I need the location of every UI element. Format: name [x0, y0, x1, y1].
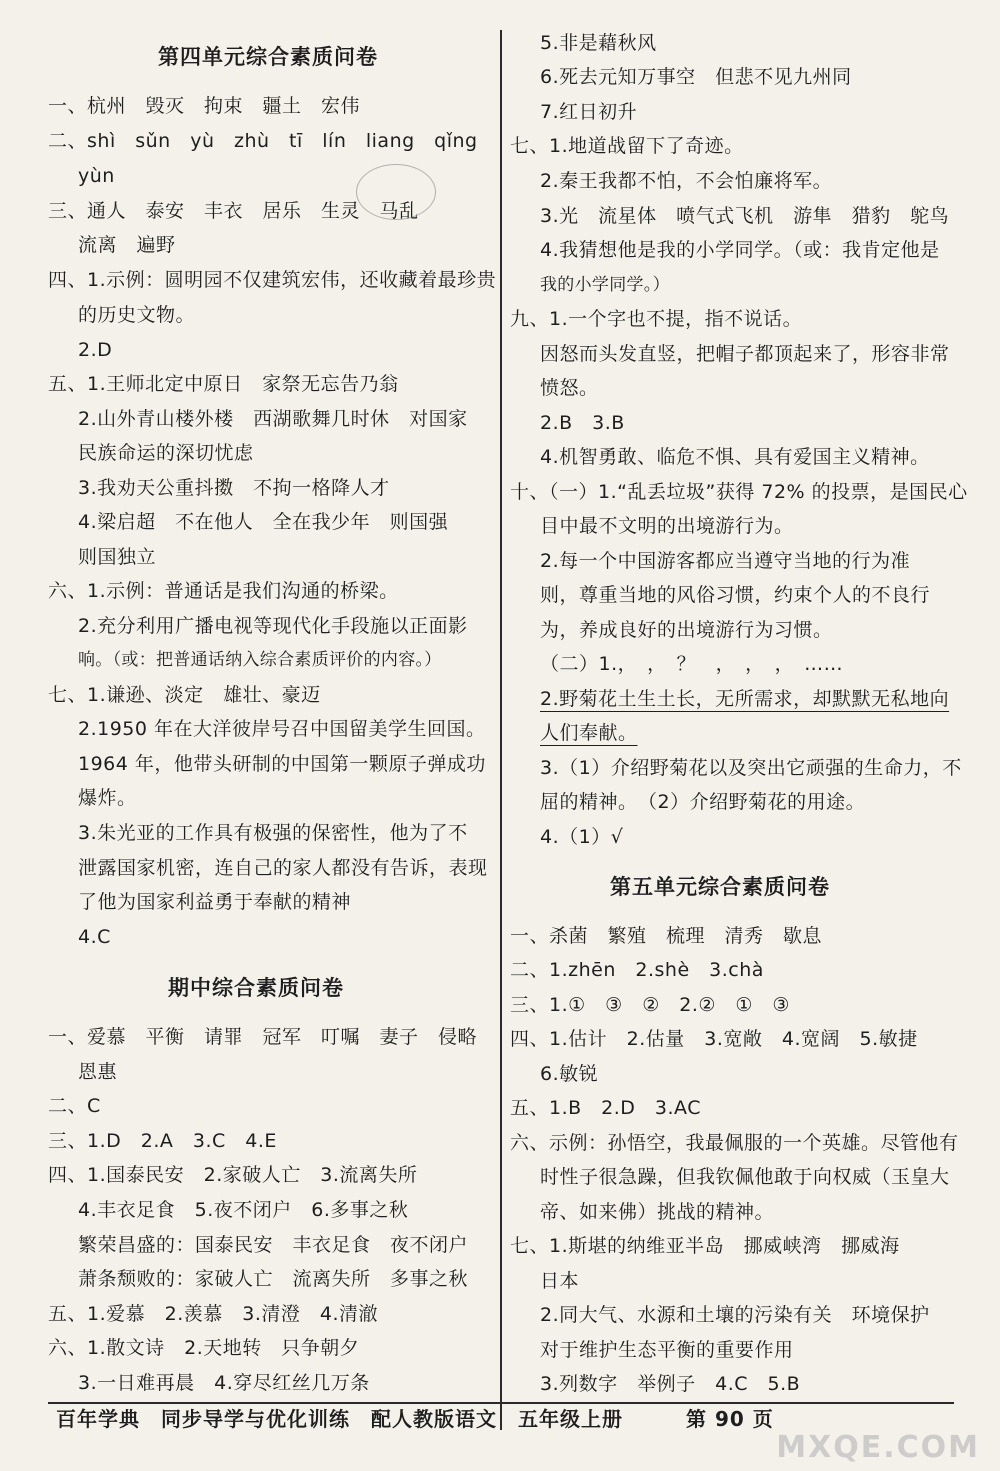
answer-line: 恩惠	[78, 1061, 118, 1083]
answer-line: 泄露国家机密，连自己的家人都没有告诉，表现	[78, 857, 488, 879]
answer-line: 五、1.B 2.D 3.AC	[510, 1097, 701, 1119]
answer-line: 7.红日初升	[540, 101, 638, 123]
column-divider	[500, 30, 502, 1430]
answer-line: 目中最不文明的出境游行为。	[540, 515, 794, 537]
answer-line: 2.1950 年在大洋彼岸号召中国留美学生回国。	[78, 718, 486, 740]
answer-line: 七、1.谦逊、淡定 雄壮、豪迈	[48, 684, 321, 706]
answer-line: 2.D	[78, 339, 113, 361]
answer-line: 3.列数字 举例子 4.C 5.B	[540, 1373, 801, 1395]
answer-line: 3.我劝天公重抖擞 不拘一格降人才	[78, 477, 390, 499]
answer-line: 2.每一个中国游客都应当遵守当地的行为准	[540, 550, 911, 572]
section-title: 第四单元综合素质问卷	[158, 45, 378, 69]
answer-line: 一、杀菌 繁殖 梳理 清秀 歇息	[510, 925, 823, 947]
answer-line: 5.非是藉秋风	[540, 32, 657, 54]
answer-line: 4.（1）√	[540, 826, 624, 848]
answer-line: 2.B 3.B	[540, 412, 625, 434]
answer-line: 五、1.爱慕 2.羡慕 3.清澄 4.清澈	[48, 1303, 379, 1325]
stamp-mark	[356, 164, 436, 220]
answer-line: 二、1.zhēn 2.shè 3.chà	[510, 959, 764, 981]
answer-line: 帝、如来佛）挑战的精神。	[540, 1201, 775, 1223]
answer-line: 时性子很急躁，但我钦佩他敢于向权威（玉皇大	[540, 1166, 950, 1188]
answer-line: 为，养成良好的出境游行为习惯。	[540, 619, 833, 641]
answer-line: 五、1.王师北定中原日 家祭无忘告乃翁	[48, 373, 399, 395]
answer-line: 对于维护生态平衡的重要作用	[540, 1339, 794, 1361]
section-title: 第五单元综合素质问卷	[610, 875, 830, 899]
answer-line: 繁荣昌盛的：国泰民安 丰衣足食 夜不闭户	[78, 1234, 469, 1256]
answer-line: 爆炸。	[78, 787, 137, 809]
page-footer: 百年学典 同步导学与优化训练 配人教版语文 五年级上册 第 90 页	[56, 1407, 774, 1431]
answer-line: 2.秦王我都不怕，不会怕廉将军。	[540, 170, 833, 192]
answer-line: 4.机智勇敢、临危不惧、具有爱国主义精神。	[540, 446, 930, 468]
answer-line: 3.（1）介绍野菊花以及突出它顽强的生命力，不	[540, 757, 962, 779]
answer-line: 屈的精神。 （2）介绍野菊花的用途。	[540, 791, 866, 813]
answer-line: 4.我猜想他是我的小学同学。（或：我肯定他是	[540, 239, 940, 261]
answer-line: 三、1.① ③ ② 2.② ① ③	[510, 994, 790, 1016]
answer-line: 4.梁启超 不在他人 全在我少年 则国强	[78, 511, 449, 533]
answer-line: 萧条颓败的：家破人亡 流离失所 多事之秋	[78, 1268, 469, 1290]
answer-line: 6.敏锐	[540, 1063, 599, 1085]
answer-line: 3.光 流星体 喷气式飞机 游隼 猎豹 鸵鸟	[540, 205, 950, 227]
answer-line: 六、示例：孙悟空，我最佩服的一个英雄。尽管他有	[510, 1132, 959, 1154]
answer-line: 我的小学同学。）	[540, 275, 670, 295]
answer-line: 四、1.国泰民安 2.家破人亡 3.流离失所	[48, 1164, 418, 1186]
answer-line: 人们奉献。	[540, 722, 638, 744]
answer-line: 2.充分利用广播电视等现代化手段施以正面影	[78, 615, 468, 637]
answer-line: 流离 遍野	[78, 234, 176, 256]
answer-line: 一、杭州 毁灭 拘束 疆土 宏伟	[48, 95, 361, 117]
answer-line: 日本	[540, 1270, 580, 1292]
answer-line: 因怒而头发直竖，把帽子都顶起来了，形容非常	[540, 343, 950, 365]
answer-line: 2.野菊花土生土长，无所需求，却默默无私地向	[540, 688, 950, 710]
answer-line: 七、1.地道战留下了奇迹。	[510, 135, 744, 157]
answer-line: 二、C	[48, 1095, 101, 1117]
section-title: 期中综合素质问卷	[168, 976, 344, 1000]
answer-line: 六、1.示例：普通话是我们沟通的桥梁。	[48, 580, 399, 602]
answer-line: 三、1.D 2.A 3.C 4.E	[48, 1130, 277, 1152]
answer-line: 了他为国家利益勇于奉献的精神	[78, 891, 352, 913]
answer-line: 民族命运的深切忧虑	[78, 442, 254, 464]
answer-line: 三、通人 泰安 丰衣 居乐 生灵 马乱	[48, 200, 419, 222]
answer-line: 4.丰衣足食 5.夜不闭户 6.多事之秋	[78, 1199, 409, 1221]
answer-line: 四、1.估计 2.估量 3.宽敞 4.宽阔 5.敏捷	[510, 1028, 918, 1050]
answer-line: 2.同大气、水源和土壤的污染有关 环境保护	[540, 1304, 930, 1326]
answer-line: 则，尊重当地的风俗习惯，约束个人的不良行	[540, 584, 931, 606]
answer-line: 响。（或：把普通话纳入综合素质评价的内容。）	[78, 650, 442, 670]
answer-line: 的历史文物。	[78, 304, 196, 326]
answer-line: 九、1.一个字也不提，指不说话。	[510, 308, 803, 330]
answer-line: 6.死去元知万事空 但悲不见九州同	[540, 66, 852, 88]
answer-line: （二）1.， ， ？ ， ， ， ……	[540, 653, 844, 675]
footer-rule	[48, 1402, 954, 1404]
answer-line: 七、1.斯堪的纳维亚半岛 挪威峡湾 挪威海	[510, 1235, 900, 1257]
answer-line: 十、（一）1.“乱丢垃圾”获得 72% 的投票，是国民心	[510, 481, 968, 503]
answer-line: 六、1.散文诗 2.天地转 只争朝夕	[48, 1337, 360, 1359]
answer-line: 2.山外青山楼外楼 西湖歌舞几时休 对国家	[78, 408, 468, 430]
answer-line: 4.C	[78, 926, 111, 948]
answer-line: 二、shì sǔn yù zhù tī lín liang qǐng	[48, 130, 478, 152]
answer-line: 愤怒。	[540, 377, 599, 399]
answer-line: 1964 年，他带头研制的中国第一颗原子弹成功	[78, 753, 486, 775]
answer-line: 一、爱慕 平衡 请罪 冠军 叮嘱 妻子 侵略	[48, 1026, 478, 1048]
watermark: MXQE.COM	[776, 1430, 980, 1465]
answer-line: yùn	[78, 165, 115, 187]
answer-line: 3.朱光亚的工作具有极强的保密性，他为了不	[78, 822, 468, 844]
answer-line: 四、1.示例：圆明园不仅建筑宏伟，还收藏着最珍贵	[48, 269, 497, 291]
answer-line: 则国独立	[78, 546, 157, 568]
answer-line: 3.一日难再晨 4.穿尽红丝几万条	[78, 1372, 370, 1394]
